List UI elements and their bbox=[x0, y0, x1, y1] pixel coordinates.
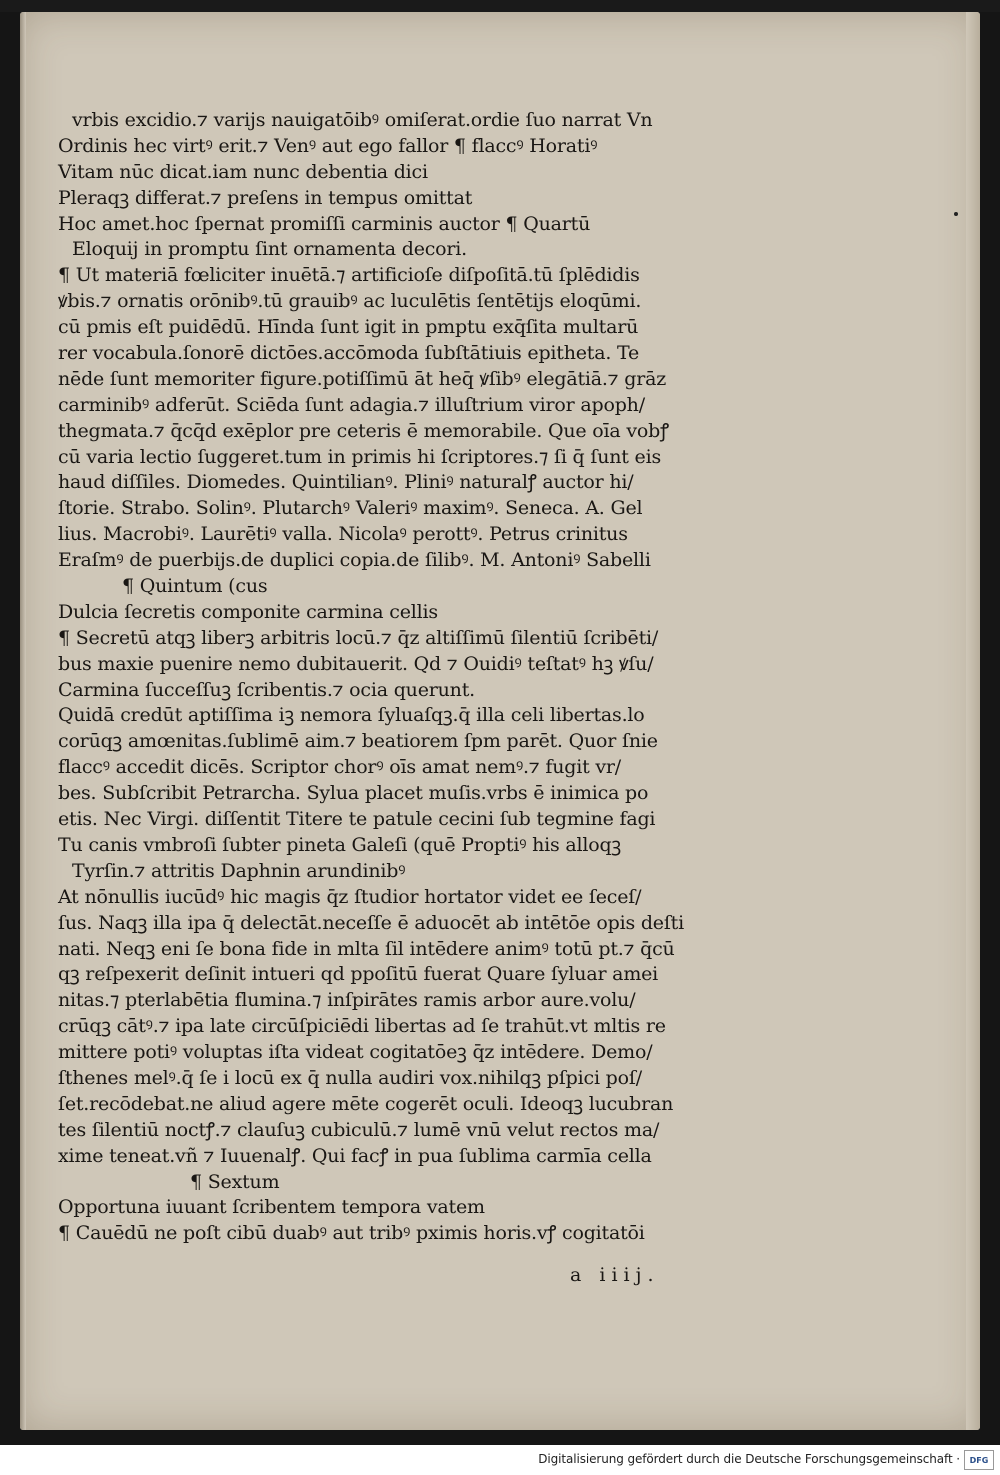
page-speck bbox=[954, 212, 958, 216]
text-line: mittere potiꝰ voluptas iſta videat cogitatōeꝫ q̄z intēdere. Demo/ bbox=[58, 1041, 653, 1064]
text-line: nitas.⁊ pterlabētia flumina.⁊ inſpirātes ramis arbor aure.volu/ bbox=[58, 989, 636, 1012]
page-text bbox=[58, 108, 738, 1247]
text-line: Dulcia ſecretis componite carmina cellis bbox=[58, 600, 438, 623]
folio-signature: a iiij. bbox=[570, 1264, 660, 1286]
top-edge bbox=[0, 0, 1000, 12]
text-line: ¶ Secretū atqꝫ liberꝫ arbitris locū.⁊ q̄z altiſſimū ſilentiū ſcribēti/ bbox=[58, 626, 659, 649]
text-line: At nōnullis iucūdꝰ hic magis q̄z ſtudior hortator videt ee ſeceſ/ bbox=[58, 885, 642, 908]
text-line: Tu canis vmbroſi ſubter pineta Galeſi (quē Proptiꝰ his alloqꝫ bbox=[58, 833, 622, 856]
text-line: flaccꝰ accedit dicēs. Scriptor chorꝰ oīs amat nemꝰ.⁊ fugit vr/ bbox=[58, 756, 621, 779]
text-line: rer vocabula.ſonorē dictōes.accōmoda ſubſtātiuis epitheta. Te bbox=[58, 342, 640, 365]
text-line: etis. Nec Virgi. diſſentit Titere te patule cecini ſub tegmine fagi bbox=[58, 808, 656, 831]
text-line: thegmata.⁊ q̄cq̄d exēplor pre ceteris ē memorabile. Que oīa vobꝭ bbox=[58, 419, 669, 442]
text-line: ſtorie. Strabo. Solinꝰ. Plutarchꝰ Valeriꝰ maximꝰ. Seneca. A. Gel bbox=[58, 497, 643, 520]
text-line: haud diſſiles. Diomedes. Quintilianꝰ. Pliniꝰ naturalꝭ auctor hi/ bbox=[58, 471, 634, 494]
text-line: crūqꝫ cātꝰ.⁊ ipa late circūſpiciēdi libertas ad ſe trahūt.vt mltis re bbox=[58, 1015, 666, 1038]
text-line: tes ſilentiū noctꝭ.⁊ clauſuꝫ cubiculū.⁊ lumē vnū velut rectos ma/ bbox=[58, 1118, 660, 1141]
text-line: Eloquij in promptu ſint ornamenta decori. bbox=[72, 238, 468, 261]
text-line: Opportuna iuuant ſcribentem tempora vatem bbox=[58, 1196, 485, 1219]
text-line: Carmina ſucceſſuꝫ ſcribentis.⁊ ocia querunt. bbox=[58, 678, 475, 701]
text-line: Tyrſin.⁊ attritis Daphnin arundinibꝰ bbox=[72, 859, 406, 882]
text-line: ¶ Sextum bbox=[190, 1170, 280, 1193]
text-line: Quidā credūt aptiſſima iꝫ nemora ſyluaſqꝫ.q̄ illa celi libertas.lo bbox=[58, 704, 645, 727]
text-line: ſet.recōdebat.ne aliud agere mēte cogerēt oculi. Ideoqꝫ lucubran bbox=[58, 1092, 674, 1115]
text-line: ¶ Cauēdū ne poſt cibū duabꝰ aut tribꝰ pximis horis.vꝭ cogitatōi bbox=[58, 1222, 645, 1245]
text-line: ꝟbis.⁊ ornatis orōnibꝰ.tū grauibꝰ ac luculētis ſentētijs eloqūmi. bbox=[58, 290, 642, 313]
text-line: vrbis excidio.⁊ varijs nauigatōibꝰ omiſerat.ordie ſuo narrat Vn bbox=[72, 109, 653, 131]
dfg-logo: DFG bbox=[964, 1450, 994, 1470]
text-line: xime teneat.vñ ⁊ Iuuenalꝭ. Qui facꝭ in pua ſublima carmīa cella bbox=[58, 1144, 652, 1167]
text-line: cū varia lectio ſuggeret.tum in primis hi ſcriptores.⁊ ſi q̄ ſunt eis bbox=[58, 445, 662, 468]
text-line: Pleraqꝫ differat.⁊ preſens in tempus omittat bbox=[58, 186, 473, 209]
text-line: bes. Subſcribit Petrarcha. Sylua placet muſis.vrbs ē inimica po bbox=[58, 782, 649, 805]
text-line: qꝫ reſpexerit deſinit intueri qd ppoſitū fuerat Quare ſyluar amei bbox=[58, 963, 659, 986]
text-line: nēde ſunt memoriter figure.potiſſimū āt heq̄ ꝟſibꝰ elegātiā.⁊ grāz bbox=[58, 367, 667, 390]
text-line: Ordinis hec virtꝰ erit.⁊ Venꝰ aut ego fallor ¶ flaccꝰ Horatiꝰ bbox=[58, 134, 598, 157]
text-line: ſthenes melꝰ.q̄ ſe i locū ex q̄ nulla audiri vox.nihilqꝫ pſpici poſ/ bbox=[58, 1066, 642, 1089]
text-line: ſus. Naqꝫ illa ipa q̄ delectāt.neceſſe ē aduocēt ab intētōe opis deſti bbox=[58, 911, 684, 934]
text-line: ¶ Ut materiā fœliciter inuētā.⁊ artificioſe diſpoſitā.tū ſplēdidis bbox=[58, 264, 640, 287]
text-line: cū pmis eſt puidēdū. Hīnda ſunt igit in pmptu exq̄ſita multarū bbox=[58, 316, 639, 339]
text-line: Vitam nūc dicat.iam nunc debentia dici bbox=[58, 160, 428, 183]
text-line: carminibꝰ adferūt. Sciēda ſunt adagia.⁊ illuſtrium viror apoph/ bbox=[58, 393, 645, 416]
text-line: Hoc amet.hoc ſpernat promiſſi carminis auctor ¶ Quartū bbox=[58, 212, 591, 235]
text-line: corūqꝫ amœnitas.ſublimē aim.⁊ beatiorem ſpm parēt. Quor ſnie bbox=[58, 730, 658, 753]
text-line: ¶ Quintum (cus bbox=[122, 575, 268, 598]
footer-bar bbox=[0, 1445, 1000, 1475]
text-line: bus maxie puenire nemo dubitauerit. Qd ⁊ Ouidiꝰ teſtatꝰ hꝫ ꝟſu/ bbox=[58, 652, 654, 675]
text-line: lius. Macrobiꝰ. Laurētiꝰ valla. Nicolaꝰ perottꝰ. Petrus crinitus bbox=[58, 523, 628, 546]
text-line: nati. Neqꝫ eni ſe bona fide in mlta ſil intēdere animꝰ totū pt.⁊ q̄cū bbox=[58, 937, 675, 960]
funding-credit: Digitalisierung gefördert durch die Deutsche Forschungsgemeinschaft · bbox=[538, 1452, 960, 1466]
text-line: Eraſmꝰ de puerbijs.de duplici copia.de ſilibꝰ. M. Antoniꝰ Sabelli bbox=[58, 549, 651, 572]
